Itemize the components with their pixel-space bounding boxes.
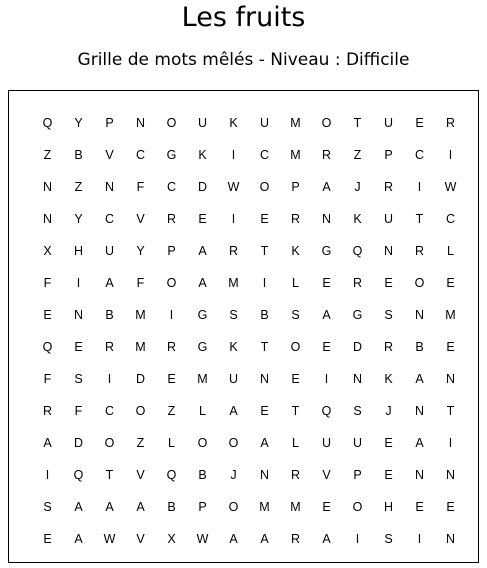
grid-cell[interactable]: I <box>169 308 174 322</box>
grid-cell[interactable]: E <box>384 468 393 482</box>
grid-cell[interactable]: R <box>383 180 394 194</box>
grid-cell[interactable]: E <box>167 372 176 386</box>
grid-cell[interactable]: E <box>291 372 300 386</box>
grid-cell[interactable]: I <box>417 180 422 194</box>
grid-cell[interactable]: N <box>321 212 332 226</box>
grid-cell[interactable]: A <box>415 372 424 386</box>
grid-cell[interactable]: J <box>385 404 392 418</box>
grid-cell[interactable]: I <box>324 372 329 386</box>
grid-cell[interactable]: U <box>321 436 332 450</box>
grid-cell[interactable]: Q <box>321 404 332 418</box>
grid-cell[interactable]: R <box>104 340 115 354</box>
grid-cell[interactable]: R <box>383 340 394 354</box>
grid-cell[interactable]: A <box>229 532 238 546</box>
grid-cell[interactable]: Z <box>136 436 145 450</box>
grid-cell[interactable]: V <box>105 148 114 162</box>
grid-cell[interactable]: S <box>229 308 238 322</box>
grid-cell[interactable]: I <box>448 148 453 162</box>
grid-cell[interactable]: E <box>446 276 455 290</box>
grid-cell[interactable]: C <box>166 180 177 194</box>
grid-cell[interactable]: L <box>292 436 299 450</box>
grid-cell[interactable]: U <box>383 116 394 130</box>
grid-cell[interactable]: A <box>198 276 207 290</box>
grid-cell[interactable]: O <box>414 276 425 290</box>
grid-cell[interactable]: P <box>291 180 300 194</box>
grid-cell[interactable]: E <box>260 212 269 226</box>
grid-cell[interactable]: E <box>322 340 331 354</box>
grid-cell[interactable]: R <box>166 212 177 226</box>
grid-cell[interactable]: O <box>197 436 208 450</box>
grid-cell[interactable]: K <box>384 372 393 386</box>
page-subtitle: Grille de mots mêlés - Niveau : Difficile <box>77 50 410 70</box>
grid-cell[interactable]: C <box>445 212 456 226</box>
grid-cell[interactable]: P <box>167 244 176 258</box>
grid-cell[interactable]: N <box>414 308 425 322</box>
grid-cell[interactable]: A <box>74 532 83 546</box>
grid-cell[interactable]: J <box>230 468 237 482</box>
grid-cell[interactable]: Z <box>167 404 176 418</box>
grid-cell[interactable]: F <box>136 180 145 194</box>
grid-cell[interactable]: A <box>322 180 331 194</box>
grid-cell[interactable]: N <box>259 468 270 482</box>
grid-cell[interactable]: M <box>135 308 146 322</box>
grid-cell[interactable]: T <box>415 212 424 226</box>
grid-cell[interactable]: L <box>199 404 206 418</box>
grid-cell[interactable]: N <box>414 404 425 418</box>
grid-cell[interactable]: T <box>291 404 300 418</box>
grid-cell[interactable]: N <box>104 180 115 194</box>
grid-cell[interactable]: O <box>259 180 270 194</box>
grid-cell[interactable]: V <box>136 212 145 226</box>
grid-cell[interactable]: S <box>353 404 362 418</box>
grid-cell[interactable]: I <box>107 372 112 386</box>
grid-cell[interactable]: D <box>197 180 208 194</box>
grid-cell[interactable]: R <box>414 244 425 258</box>
grid-cell[interactable]: Q <box>166 468 177 482</box>
grid-cell[interactable]: I <box>231 212 236 226</box>
grid-cell[interactable]: K <box>229 116 238 130</box>
grid-cell[interactable]: U <box>197 116 208 130</box>
grid-cell[interactable]: I <box>231 148 236 162</box>
grid-cell[interactable]: S <box>74 372 83 386</box>
grid-cell[interactable]: G <box>197 340 208 354</box>
grid-cell[interactable]: O <box>166 276 177 290</box>
grid-cell[interactable]: I <box>262 276 267 290</box>
grid-cell[interactable]: R <box>42 404 53 418</box>
grid-cell[interactable]: R <box>228 244 239 258</box>
grid-cell[interactable]: F <box>43 276 52 290</box>
grid-cell[interactable]: K <box>353 212 362 226</box>
grid-cell[interactable]: D <box>73 436 84 450</box>
grid-cell[interactable]: D <box>135 372 146 386</box>
grid-cell[interactable]: N <box>414 468 425 482</box>
grid-cell[interactable]: A <box>105 500 114 514</box>
grid-cell[interactable]: S <box>291 308 300 322</box>
grid-cell[interactable]: C <box>259 148 270 162</box>
grid-cell[interactable]: N <box>73 308 84 322</box>
grid-cell[interactable]: X <box>167 532 176 546</box>
page-title: Les fruits <box>181 2 306 33</box>
grid-cell[interactable]: R <box>290 212 301 226</box>
grid-cell[interactable]: B <box>198 468 207 482</box>
grid-cell[interactable]: O <box>321 116 332 130</box>
grid-cell[interactable]: G <box>321 244 332 258</box>
grid-cell[interactable]: S <box>43 500 52 514</box>
grid-cell[interactable]: A <box>74 500 83 514</box>
grid-cell[interactable]: A <box>260 532 269 546</box>
grid-cell[interactable]: P <box>353 468 362 482</box>
grid-cell[interactable]: W <box>196 532 209 546</box>
grid-cell[interactable]: N <box>445 372 456 386</box>
grid-cell[interactable]: U <box>104 244 115 258</box>
grid-cell[interactable]: M <box>228 276 239 290</box>
grid-cell[interactable]: Y <box>136 244 145 258</box>
grid-cell[interactable]: O <box>166 116 177 130</box>
grid-cell[interactable]: E <box>322 276 331 290</box>
grid-cell[interactable]: R <box>445 116 456 130</box>
grid-cell[interactable]: Z <box>353 148 362 162</box>
grid-cell[interactable]: N <box>352 372 363 386</box>
grid-cell[interactable]: G <box>352 308 363 322</box>
grid-cell[interactable]: N <box>445 468 456 482</box>
grid-cell[interactable]: I <box>45 468 50 482</box>
grid-cell[interactable]: L <box>447 244 454 258</box>
grid-cell[interactable]: C <box>104 212 115 226</box>
grid-cell[interactable]: F <box>74 404 83 418</box>
grid-cell[interactable]: O <box>135 404 146 418</box>
grid-cell[interactable]: F <box>136 276 145 290</box>
grid-cell[interactable]: A <box>415 436 424 450</box>
grid-cell[interactable]: E <box>322 500 331 514</box>
grid-cell[interactable]: M <box>290 116 301 130</box>
grid-cell[interactable]: E <box>43 532 52 546</box>
grid-cell[interactable]: E <box>384 436 393 450</box>
grid-cell[interactable]: U <box>383 212 394 226</box>
grid-cell[interactable]: A <box>260 436 269 450</box>
grid-cell[interactable]: U <box>352 436 363 450</box>
grid-cell[interactable]: I <box>76 276 81 290</box>
grid-cell[interactable]: A <box>322 532 331 546</box>
grid-cell[interactable]: A <box>229 404 238 418</box>
letter-grid <box>32 107 466 555</box>
grid-cell[interactable]: E <box>446 340 455 354</box>
grid-cell[interactable]: M <box>135 340 146 354</box>
grid-cell[interactable]: O <box>228 436 239 450</box>
grid-cell[interactable]: A <box>136 500 145 514</box>
grid-cell[interactable]: M <box>197 372 208 386</box>
grid-cell[interactable]: Y <box>74 116 83 130</box>
grid-cell[interactable]: P <box>198 500 207 514</box>
grid-cell[interactable]: E <box>43 308 52 322</box>
grid-cell[interactable]: A <box>43 436 52 450</box>
grid-cell[interactable]: Q <box>42 116 53 130</box>
grid-cell[interactable]: D <box>352 340 363 354</box>
grid-cell[interactable]: N <box>42 180 53 194</box>
grid-cell[interactable]: R <box>290 468 301 482</box>
grid-cell[interactable]: E <box>260 404 269 418</box>
grid-cell[interactable]: A <box>105 276 114 290</box>
grid-cell[interactable]: E <box>415 500 424 514</box>
grid-cell[interactable]: O <box>228 500 239 514</box>
grid-cell[interactable]: R <box>166 340 177 354</box>
grid-cell[interactable]: E <box>446 500 455 514</box>
grid-cell[interactable]: Q <box>42 340 53 354</box>
grid-cell[interactable]: E <box>74 340 83 354</box>
grid-cell[interactable]: F <box>43 372 52 386</box>
grid-cell[interactable]: M <box>290 500 301 514</box>
grid-cell[interactable]: E <box>415 116 424 130</box>
grid-cell[interactable]: K <box>229 340 238 354</box>
grid-cell[interactable]: K <box>198 148 207 162</box>
grid-cell[interactable]: T <box>105 468 114 482</box>
grid-cell[interactable]: A <box>322 308 331 322</box>
grid-cell[interactable]: T <box>446 404 455 418</box>
grid-cell[interactable]: M <box>290 148 301 162</box>
grid-cell[interactable]: R <box>352 276 363 290</box>
word-search-board <box>8 90 479 563</box>
grid-cell[interactable]: N <box>42 212 53 226</box>
grid-cell[interactable]: L <box>168 436 175 450</box>
grid-cell[interactable]: T <box>260 244 269 258</box>
grid-cell[interactable]: G <box>197 308 208 322</box>
grid-cell[interactable]: L <box>292 276 299 290</box>
grid-cell[interactable]: O <box>352 500 363 514</box>
grid-cell[interactable]: N <box>259 372 270 386</box>
grid-cell[interactable]: N <box>445 532 456 546</box>
grid-cell[interactable]: B <box>105 308 114 322</box>
grid-cell[interactable]: R <box>321 148 332 162</box>
grid-cell[interactable]: M <box>259 500 270 514</box>
grid-cell[interactable]: U <box>259 116 270 130</box>
grid-cell[interactable]: I <box>448 436 453 450</box>
grid-cell[interactable]: B <box>260 308 269 322</box>
grid-cell[interactable]: W <box>103 532 116 546</box>
grid-cell[interactable]: T <box>353 116 362 130</box>
grid-cell[interactable]: J <box>354 180 361 194</box>
grid-cell[interactable]: Y <box>74 212 83 226</box>
grid-cell[interactable]: U <box>228 372 239 386</box>
grid-cell[interactable]: N <box>383 244 394 258</box>
grid-cell[interactable]: H <box>73 244 84 258</box>
grid-cell[interactable]: W <box>444 180 457 194</box>
grid-cell[interactable]: S <box>384 532 393 546</box>
grid-cell[interactable]: Z <box>74 180 83 194</box>
grid-cell[interactable]: B <box>415 340 424 354</box>
grid-cell[interactable]: V <box>136 468 145 482</box>
grid-cell[interactable]: P <box>105 116 114 130</box>
grid-cell[interactable]: I <box>355 532 360 546</box>
grid-cell[interactable]: K <box>291 244 300 258</box>
grid-cell[interactable]: E <box>384 276 393 290</box>
grid-cell[interactable]: H <box>383 500 394 514</box>
grid-cell[interactable]: C <box>104 404 115 418</box>
grid-cell[interactable]: Q <box>352 244 363 258</box>
grid-cell[interactable]: S <box>384 308 393 322</box>
grid-cell[interactable]: G <box>166 148 177 162</box>
grid-cell[interactable]: N <box>135 116 146 130</box>
grid-cell[interactable]: E <box>198 212 207 226</box>
grid-cell[interactable]: M <box>445 308 456 322</box>
grid-cell[interactable]: C <box>135 148 146 162</box>
grid-cell[interactable]: B <box>167 500 176 514</box>
grid-cell[interactable]: A <box>198 244 207 258</box>
grid-cell[interactable]: C <box>414 148 425 162</box>
grid-cell[interactable]: O <box>104 436 115 450</box>
grid-cell[interactable]: I <box>417 532 422 546</box>
grid-cell[interactable]: W <box>227 180 240 194</box>
grid-cell[interactable]: O <box>290 340 301 354</box>
grid-cell[interactable]: B <box>74 148 83 162</box>
grid-cell[interactable]: Q <box>73 468 84 482</box>
grid-cell[interactable]: Z <box>43 148 52 162</box>
grid-cell[interactable]: V <box>136 532 145 546</box>
grid-cell[interactable]: T <box>260 340 269 354</box>
grid-cell[interactable]: P <box>384 148 393 162</box>
grid-cell[interactable]: X <box>43 244 52 258</box>
grid-cell[interactable]: R <box>290 532 301 546</box>
grid-cell[interactable]: V <box>322 468 331 482</box>
